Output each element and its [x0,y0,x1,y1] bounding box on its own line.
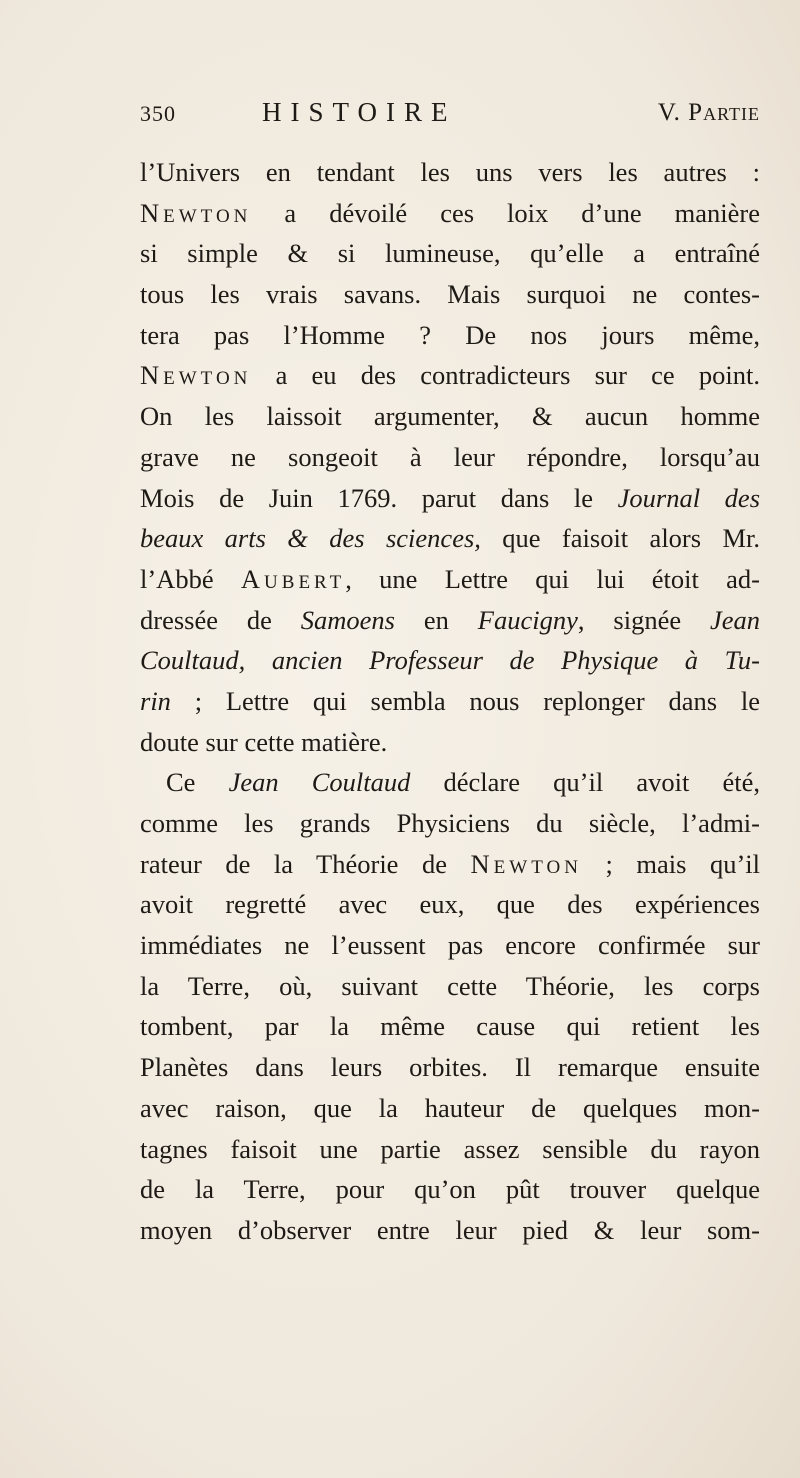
italic-text: Faucigny [477,604,578,635]
italic-text: beaux arts & des sciences, [140,523,481,554]
italic-text: rin [140,685,171,716]
text-segment: , une Lettre qui lui étoit ad- [345,563,760,594]
text-segment: ; Lettre qui sembla nous replonger dans le [170,685,760,716]
running-title: HISTOIRE [262,97,457,127]
text-line [140,1088,760,1129]
small-caps-name: Aubert [240,563,346,594]
body-text [140,152,760,1251]
part-label: V. Partie [657,99,760,126]
text-segment: a dévoilé ces loix d’une manière [251,197,760,228]
text-segment: ; mais qu’il [581,848,760,879]
text-line [140,478,760,519]
running-header [140,97,760,137]
text-segment: tous les vrais savans. Mais surquoi ne contes- [140,279,760,310]
text-line [140,233,760,274]
small-caps-name: Newton [470,848,582,879]
text-line [140,1169,760,1210]
italic-text: Journal des [617,482,761,513]
text-line [140,355,760,396]
text-segment: moyen d’observer entre leur pied & leur som- [140,1214,760,1245]
text-segment: Ce [166,767,229,798]
italic-text: Jean [709,604,761,635]
text-line [140,315,760,356]
text-line [140,1006,760,1047]
text-segment: rateur de la Théorie de [140,848,471,879]
text-segment: l’Univers en tendant les uns vers les autres : [140,157,760,187]
text-segment: en [395,604,478,635]
text-segment: a eu des contradicteurs sur ce point. [251,360,760,391]
page-number: 350 [140,101,176,126]
text-line [140,193,760,234]
text-segment: grave ne songeoit à leur répondre, lorsqu’au [140,441,760,472]
text-segment: déclare qu’il avoit été, [410,767,760,798]
text-line [140,681,760,722]
text-segment: Planètes dans leurs orbites. Il remarque ensuite [140,1052,760,1083]
italic-text: Samoens [300,604,395,635]
text-line [140,925,760,966]
text-segment: comme les grands Physiciens du siècle, l’admi- [140,808,760,838]
text-segment: que faisoit alors Mr. [480,523,760,554]
italic-text: Coultaud, ancien Professeur de Physique à Tu- [140,645,760,676]
text-line [140,803,760,844]
text-line [140,274,760,315]
text-line [140,966,760,1007]
text-segment: doute sur cette matière. [140,726,388,757]
text-line [140,437,760,478]
text-segment: On les laissoit argumenter, & aucun homme [140,401,760,432]
text-line [140,1129,760,1170]
text-segment: si simple & si lumineuse, qu’elle a entraîné [140,238,760,269]
text-line [140,396,760,437]
text-line [140,722,760,763]
text-line [140,844,760,885]
small-caps-name: Newton [140,360,252,391]
text-segment: tera pas l’Homme ? De nos jours même, [140,319,760,350]
text-line [140,559,760,600]
text-line [140,884,760,925]
text-segment: immédiates ne l’eussent pas encore confirmée sur [140,930,760,961]
text-line [140,518,760,559]
text-segment: la Terre, où, suivant cette Théorie, les corps [140,970,760,1001]
text-segment: l’Abbé [140,563,241,594]
text-segment: avec raison, que la hauteur de quelques mon- [140,1092,760,1123]
text-line [140,1047,760,1088]
text-line [140,600,760,641]
text-line [140,762,760,803]
text-segment: , signée [577,604,710,635]
text-segment: avoit regretté avec eux, que des expériences [140,889,760,920]
text-segment: dressée de [140,604,301,635]
small-caps-name: Newton [140,197,252,228]
text-segment: de la Terre, pour qu’on pût trouver quelque [140,1174,760,1205]
text-segment: tombent, par la même cause qui retient les [140,1011,760,1042]
italic-text: Jean Coultaud [228,767,411,798]
text-segment: tagnes faisoit une partie assez sensible du rayon [140,1133,760,1164]
text-segment: Mois de Juin 1769. parut dans le [140,482,618,513]
text-line [140,1210,760,1251]
text-line [140,152,760,193]
text-line [140,640,760,681]
